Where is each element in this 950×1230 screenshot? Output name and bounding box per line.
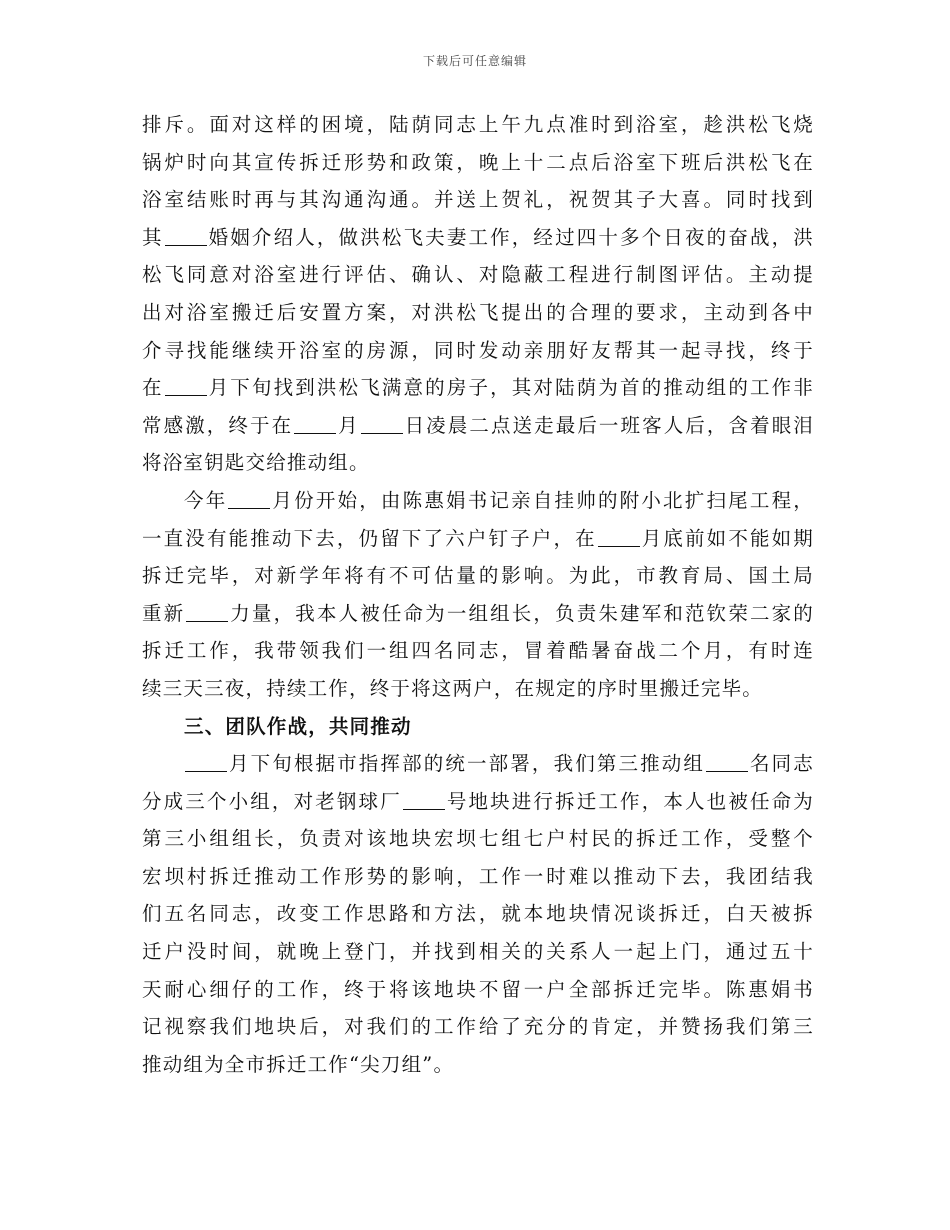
text-segment: 分成三个小组，对老钢球厂 (142, 789, 402, 813)
text-line: 推动组为全市拆迁工作“尖刀组”。 (142, 1052, 455, 1076)
text-segment: 重新 (142, 601, 186, 625)
text-line (142, 745, 814, 783)
text-segment: 力量，我本人被任命为一组组长，负责朱建军和范钦荣二家的 (229, 601, 814, 625)
paragraph-2 (142, 482, 814, 708)
paragraph-3 (142, 745, 814, 1083)
text-line (142, 783, 814, 821)
text-line: 记视察我们地块后，对我们的工作给了充分的肯定，并赞扬我们第三 (142, 1015, 814, 1039)
text-line: 续三天三夜，持续工作，终于将这两户，在规定的序时里搬迁完毕。 (142, 676, 764, 700)
fill-in-blank (185, 753, 227, 772)
fill-in-blank (165, 377, 207, 396)
page-header: 下载后可任意编辑 (422, 54, 527, 68)
text-segment: 月下旬根据市指挥部的统一部署，我们第三推动组 (228, 752, 706, 776)
text-segment: 月 (337, 413, 360, 437)
text-line (142, 482, 814, 520)
paragraph-1 (142, 106, 814, 482)
document-body (142, 106, 814, 1083)
text-line (142, 369, 814, 407)
text-segment: 常感激，终于在 (142, 413, 294, 437)
text-segment: 其 (142, 225, 164, 249)
text-line: 出对浴室搬迁后安置方案，对洪松飞提出的合理的要求，主动到各中 (142, 300, 814, 324)
text-line: 拆迁工作，我带领我们一组四名同志，冒着酷暑奋战二个月，有时连 (142, 639, 814, 663)
fill-in-blank (186, 603, 228, 622)
text-line: 天耐心细仔的工作，终于将该地块不留一户全部拆迁完毕。陈惠娟书 (142, 977, 814, 1001)
fill-in-blank (706, 753, 748, 772)
fill-in-blank (294, 415, 336, 434)
text-line (142, 407, 814, 445)
text-line: 第三小组组长，负责对该地块宏坝七组七户村民的拆迁工作，受整个 (142, 827, 814, 851)
fill-in-blank (228, 490, 270, 509)
text-line (142, 219, 814, 257)
fill-in-blank (598, 528, 640, 547)
text-segment: 月份开始，由陈惠娟书记亲自挂帅的附小北扩扫尾工程， (271, 488, 814, 512)
text-segment: 月底前如不能如期 (640, 526, 814, 550)
text-segment: 号地块进行拆迁工作，本人也被任命为 (445, 789, 814, 813)
text-line: 们五名同志，改变工作思路和方法，就本地块情况谈拆迁，白天被拆 (142, 902, 814, 926)
fill-in-blank (361, 415, 403, 434)
text-line: 浴室结账时再与其沟通沟通。并送上贺礼，祝贺其子大喜。同时找到 (142, 188, 814, 212)
text-segment: 婚姻介绍人，做洪松飞夫妻工作，经过四十多个日夜的奋战，洪 (207, 225, 814, 249)
fill-in-blank (403, 791, 445, 810)
text-line: 宏坝村拆迁推动工作形势的影响，工作一时难以推动下去，我团结我 (142, 864, 814, 888)
text-line (142, 520, 814, 558)
text-segment: 日凌晨二点送走最后一班客人后，含着眼泪 (403, 413, 814, 437)
text-line: 迁户没时间，就晚上登门，并找到相关的关系人一起上门，通过五十 (142, 940, 814, 964)
text-line (142, 595, 814, 633)
text-line: 介寻找能继续开浴室的房源，同时发动亲朋好友帮其一起寻找，终于 (142, 338, 814, 362)
text-segment: 一直没有能推动下去，仍留下了六户钉子户，在 (142, 526, 597, 550)
text-segment: 月下旬找到洪松飞满意的房子，其对陆荫为首的推动组的工作非 (207, 376, 814, 400)
text-segment: 今年 (184, 488, 228, 512)
section-heading: 三、团队作战，共同推动 (184, 714, 412, 738)
text-line: 锅炉时向其宣传拆迁形势和政策，晚上十二点后浴室下班后洪松飞在 (142, 150, 814, 174)
text-line: 排斥。面对这样的困境，陆荫同志上午九点准时到浴室，趁洪松飞烧 (142, 113, 814, 136)
text-line: 松飞同意对浴室进行评估、确认、对隐蔽工程进行制图评估。主动提 (142, 263, 814, 287)
text-line: 拆迁完毕，对新学年将有不可估量的影响。为此，市教育局、国土局 (142, 564, 814, 588)
text-segment: 名同志 (749, 752, 814, 776)
text-line: 将浴室钥匙交给推动组。 (142, 451, 370, 475)
fill-in-blank (165, 227, 207, 246)
text-segment: 在 (142, 376, 164, 400)
